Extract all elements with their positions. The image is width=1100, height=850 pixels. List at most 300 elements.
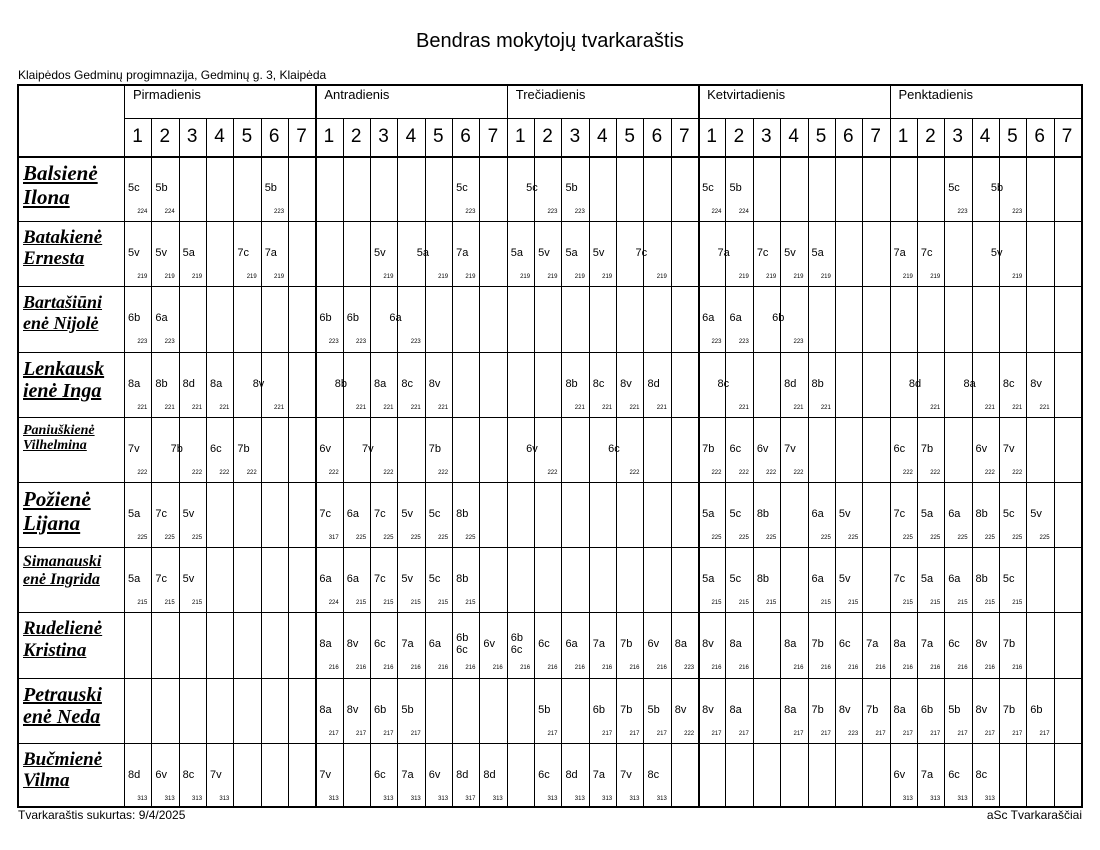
lesson-class[interactable]: 6b <box>346 312 359 325</box>
lesson-class[interactable]: 6c <box>729 442 742 455</box>
period-number: 7 <box>487 126 499 147</box>
lesson-class[interactable]: 6v <box>647 638 660 651</box>
lesson-class[interactable]: 5b <box>990 182 1004 194</box>
lesson-room: 216 <box>438 665 449 672</box>
lesson-class[interactable]: 8v <box>346 703 359 716</box>
lesson-room: 223 <box>684 665 695 672</box>
lesson-class[interactable]: 5v <box>182 508 195 520</box>
lesson-class[interactable]: 8c <box>401 377 414 390</box>
lesson-class[interactable]: 7a <box>401 768 414 781</box>
lesson-class[interactable]: 7a <box>893 247 906 260</box>
lesson-class[interactable]: 7b <box>1002 703 1016 716</box>
lesson-room: 225 <box>137 535 148 541</box>
lesson-class[interactable]: 7v <box>620 768 632 781</box>
lesson-class[interactable]: 8a <box>784 703 797 716</box>
brand-label: aSc Tvarkaraščiai <box>986 808 1082 822</box>
lesson-room: 215 <box>1012 600 1023 607</box>
lesson-class[interactable]: 8b <box>756 573 770 586</box>
lesson-class[interactable]: 8a <box>729 703 742 716</box>
lesson-room: 225 <box>438 535 449 541</box>
lesson-class[interactable]: 5b <box>948 703 961 716</box>
lesson-room: 225 <box>820 535 831 541</box>
schedule-table <box>17 84 1083 808</box>
lesson-class[interactable]: 6a <box>811 573 824 586</box>
lesson-class[interactable]: 5v <box>784 247 796 260</box>
period-number: 6 <box>1034 126 1045 147</box>
lesson-class[interactable]: 8v <box>1030 377 1042 390</box>
lesson-class[interactable]: 6c <box>538 638 550 651</box>
lesson-class[interactable]: 6c <box>948 768 960 781</box>
period-number: 4 <box>979 126 991 147</box>
lesson-class[interactable]: 8a <box>374 377 387 390</box>
lesson-class[interactable]: 8d <box>128 768 141 781</box>
lesson-class[interactable]: 6a <box>319 573 332 586</box>
lesson-room: 221 <box>738 404 749 411</box>
lesson-class[interactable]: 6b <box>128 312 141 325</box>
lesson-class[interactable]: 5b <box>401 703 414 716</box>
lesson-class[interactable]: 8a <box>319 638 332 651</box>
lesson-room: 216 <box>957 665 968 672</box>
lesson-room: 221 <box>383 404 394 411</box>
lesson-class[interactable]: 7a <box>866 638 879 651</box>
lesson-class[interactable]: 8c <box>592 377 605 390</box>
lesson-class[interactable]: 8b <box>456 508 469 520</box>
lesson-class-second[interactable]: 6c <box>510 644 523 657</box>
lesson-room: 217 <box>793 730 804 737</box>
lesson-class[interactable]: 8d <box>647 377 660 390</box>
day-label: Pirmadienis <box>133 87 201 102</box>
lesson-room: 225 <box>192 535 203 541</box>
lesson-class[interactable]: 8b <box>975 508 988 520</box>
lesson-class[interactable]: 7c <box>756 247 769 260</box>
created-date: Tvarkaraštis sukurtas: 9/4/2025 <box>18 808 186 822</box>
lesson-room: 215 <box>711 600 722 607</box>
lesson-class[interactable]: 8v <box>975 638 988 651</box>
lesson-class[interactable]: 8b <box>456 573 469 586</box>
lesson-room: 216 <box>602 665 613 672</box>
lesson-room: 215 <box>984 600 995 607</box>
lesson-class[interactable]: 7b <box>920 442 934 455</box>
row-divider <box>17 221 1083 222</box>
lesson-class[interactable]: 5b <box>729 182 742 194</box>
lesson-room: 222 <box>1012 469 1023 476</box>
lesson-class[interactable]: 7v <box>784 442 796 455</box>
lesson-class[interactable]: 8c <box>717 377 730 390</box>
lesson-class[interactable]: 6c <box>948 638 960 651</box>
lesson-class[interactable]: 5a <box>182 247 195 260</box>
lesson-class[interactable]: 5b <box>565 182 578 194</box>
lesson-class[interactable]: 6b <box>772 312 785 325</box>
lesson-room: 215 <box>192 600 203 607</box>
row-divider <box>17 417 1083 418</box>
row-divider <box>17 352 1083 353</box>
lesson-class[interactable]: 6a <box>948 573 961 586</box>
lesson-room: 317 <box>465 795 476 802</box>
lesson-class[interactable]: 8v <box>346 638 359 651</box>
lesson-class[interactable]: 6v <box>483 638 496 651</box>
period-number: 6 <box>460 126 471 147</box>
lesson-class[interactable]: 6a <box>811 508 824 520</box>
lesson-class[interactable]: 6a <box>428 638 441 651</box>
lesson-class[interactable]: 6a <box>155 312 168 325</box>
lesson-class[interactable]: 6b <box>1030 703 1043 716</box>
lesson-room: 219 <box>246 274 257 281</box>
lesson-class[interactable]: 8c <box>647 768 660 781</box>
lesson-room: 216 <box>492 665 503 672</box>
lesson-room: 219 <box>766 274 777 281</box>
lesson-class[interactable]: 6v <box>893 768 906 781</box>
lesson-class[interactable]: 7b <box>702 442 715 455</box>
day-label: Ketvirtadienis <box>707 87 786 102</box>
lesson-class[interactable]: 7a <box>264 247 277 260</box>
lesson-room: 222 <box>192 469 203 476</box>
lesson-room: 219 <box>820 274 831 281</box>
lesson-class[interactable]: 6c <box>893 442 906 455</box>
lesson-room: 217 <box>930 730 941 737</box>
period-number: 7 <box>296 126 307 147</box>
lesson-room: 221 <box>410 404 421 411</box>
lesson-class[interactable]: 6a <box>346 573 359 586</box>
lesson-class[interactable]: 5c <box>1002 508 1015 520</box>
lesson-room: 215 <box>930 600 941 607</box>
lesson-room: 222 <box>219 469 230 476</box>
lesson-class[interactable]: 5a <box>811 247 824 260</box>
lesson-class[interactable]: 7c <box>893 573 906 586</box>
period-number: 6 <box>843 126 854 147</box>
lesson-class[interactable]: 5v <box>401 508 414 520</box>
teacher-name-line: Vilma <box>23 770 70 792</box>
lesson-class[interactable]: 6b <box>319 312 332 325</box>
lesson-room: 219 <box>192 274 203 281</box>
lesson-class[interactable]: 8b <box>975 573 988 586</box>
lesson-room: 217 <box>629 730 640 737</box>
lesson-class[interactable]: 7c <box>893 508 906 520</box>
lesson-class[interactable]: 7c <box>920 247 933 260</box>
lesson-class[interactable]: 5c <box>428 508 441 520</box>
period-number: 3 <box>952 126 963 147</box>
lesson-room: 215 <box>356 600 367 607</box>
period-number: 1 <box>897 126 909 147</box>
lesson-class[interactable]: 5v <box>128 247 140 260</box>
lesson-room: 217 <box>328 730 339 737</box>
lesson-class[interactable]: 7b <box>1002 638 1016 651</box>
lesson-room: 216 <box>547 665 558 672</box>
lesson-class[interactable]: 5v <box>374 247 386 260</box>
lesson-room: 221 <box>1012 404 1023 411</box>
lesson-class[interactable]: 8a <box>128 377 141 390</box>
lesson-room: 215 <box>137 600 148 607</box>
lesson-room: 217 <box>656 730 667 737</box>
lesson-room: 219 <box>602 274 613 281</box>
lesson-room: 222 <box>328 469 339 476</box>
lesson-room: 223 <box>164 339 175 346</box>
lesson-class[interactable]: 7v <box>128 442 140 455</box>
teacher-name-line: Ilona <box>23 184 70 209</box>
lesson-class[interactable]: 5v <box>990 247 1003 260</box>
lesson-class[interactable]: 8d <box>784 377 797 390</box>
lesson-class[interactable]: 8v <box>838 703 851 716</box>
lesson-class[interactable]: 7v <box>1002 442 1015 455</box>
lesson-class[interactable]: 7b <box>866 703 879 716</box>
lesson-class[interactable]: 5a <box>416 247 429 260</box>
lesson-class[interactable]: 7b <box>237 442 250 455</box>
lesson-class[interactable]: 6a <box>565 638 578 651</box>
lesson-room: 217 <box>602 730 613 737</box>
lesson-room: 215 <box>766 600 777 607</box>
lesson-class[interactable]: 6a <box>389 312 402 325</box>
lesson-class[interactable]: 6c <box>608 442 620 455</box>
lesson-class[interactable]: 6c <box>838 638 851 651</box>
lesson-room: 219 <box>383 274 394 281</box>
period-number: 6 <box>651 126 663 147</box>
lesson-room: 216 <box>383 665 394 672</box>
lesson-class[interactable]: 5v <box>592 247 605 260</box>
lesson-room: 224 <box>711 209 722 215</box>
lesson-class[interactable]: 6a <box>346 508 359 520</box>
period-number: 5 <box>815 126 827 147</box>
lesson-class[interactable]: 6b <box>510 632 523 645</box>
lesson-class[interactable]: 8b <box>155 377 168 390</box>
lesson-class[interactable]: 5c <box>948 182 960 194</box>
lesson-class[interactable]: 5c <box>1002 573 1015 586</box>
lesson-room: 222 <box>711 469 722 476</box>
lesson-class[interactable]: 5b <box>264 182 277 194</box>
period-number: 3 <box>569 126 581 147</box>
lesson-class[interactable]: 5c <box>456 182 468 194</box>
lesson-class[interactable]: 6a <box>729 312 742 325</box>
lesson-class[interactable]: 8a <box>784 638 797 651</box>
lesson-room: 216 <box>629 665 640 672</box>
lesson-class[interactable]: 6c <box>538 768 550 781</box>
lesson-class[interactable]: 7c <box>237 247 249 260</box>
lesson-class[interactable]: 5v <box>538 247 550 260</box>
lesson-room: 223 <box>574 209 585 215</box>
lesson-class[interactable]: 5c <box>702 182 714 194</box>
lesson-room: 221 <box>1039 404 1050 411</box>
lesson-class[interactable]: 8d <box>908 377 922 390</box>
lesson-room: 225 <box>738 535 749 541</box>
lesson-class[interactable]: 7b <box>620 638 633 651</box>
period-number: 7 <box>679 126 690 147</box>
lesson-class[interactable]: 7a <box>920 638 934 651</box>
lesson-class[interactable]: 7a <box>456 247 469 260</box>
lesson-class[interactable]: 6c <box>374 768 386 781</box>
lesson-class[interactable]: 5b <box>647 703 660 716</box>
lesson-class[interactable]: 8v <box>620 377 632 390</box>
lesson-room: 225 <box>957 535 968 541</box>
lesson-class[interactable]: 7a <box>592 638 606 651</box>
period-number: 4 <box>788 126 799 147</box>
lesson-room: 222 <box>137 469 148 476</box>
day-label: Trečiadienis <box>515 87 586 102</box>
lesson-room: 222 <box>793 469 804 476</box>
lesson-class[interactable]: 7v <box>319 768 331 781</box>
lesson-room: 222 <box>766 469 777 476</box>
lesson-class[interactable]: 8v <box>252 377 265 390</box>
row-divider <box>17 482 1083 483</box>
lesson-class[interactable]: 7b <box>620 703 633 716</box>
lesson-class[interactable]: 5a <box>128 508 141 520</box>
period-number: 5 <box>432 126 444 147</box>
lesson-class[interactable]: 7a <box>717 247 730 260</box>
lesson-class[interactable]: 6c <box>374 638 386 651</box>
lesson-class[interactable]: 7b <box>811 703 824 716</box>
lesson-room: 219 <box>520 274 531 281</box>
lesson-class[interactable]: 6c <box>210 442 222 455</box>
lesson-class[interactable]: 5c <box>428 573 441 586</box>
lesson-class[interactable]: 5v <box>182 573 195 586</box>
lesson-class[interactable]: 7b <box>428 442 441 455</box>
lesson-room: 221 <box>192 404 203 411</box>
lesson-class[interactable]: 8v <box>702 638 714 651</box>
lesson-class[interactable]: 8d <box>456 768 469 781</box>
lesson-class[interactable]: 7c <box>374 508 386 520</box>
table-border-left <box>17 84 19 808</box>
lesson-room: 221 <box>438 404 449 411</box>
lesson-class[interactable]: 6v <box>526 442 538 455</box>
lesson-class[interactable]: 6b <box>592 703 606 716</box>
teacher-name-line: Kristina <box>23 639 87 661</box>
lesson-class[interactable]: 8v <box>975 703 988 716</box>
lesson-class[interactable]: 5a <box>702 508 715 520</box>
lesson-class[interactable]: 6b <box>374 703 387 716</box>
lesson-room: 219 <box>738 274 749 281</box>
day-label: Penktadienis <box>898 87 973 102</box>
lesson-room: 224 <box>137 209 148 215</box>
lesson-class[interactable]: 5b <box>155 182 168 194</box>
period-number: 4 <box>214 126 225 147</box>
teacher-name <box>23 358 124 403</box>
lesson-class[interactable]: 5c <box>729 573 742 586</box>
teacher-name-line: Bartašiūni <box>23 292 103 313</box>
lesson-class[interactable]: 8a <box>210 377 223 390</box>
lesson-room: 216 <box>328 665 339 672</box>
lesson-room: 225 <box>1012 535 1023 541</box>
lesson-class[interactable]: 7c <box>319 508 331 520</box>
lesson-class[interactable]: 8v <box>428 377 441 390</box>
lesson-class[interactable]: 5v <box>155 247 167 260</box>
lesson-class[interactable]: 8b <box>565 377 578 390</box>
lesson-class[interactable]: 8a <box>963 377 976 390</box>
lesson-class[interactable]: 6v <box>975 442 988 455</box>
lesson-room: 219 <box>574 274 585 281</box>
teacher-name-line: Lijana <box>23 510 81 535</box>
lesson-class[interactable]: 7b <box>811 638 824 651</box>
lesson-class[interactable]: 5v <box>838 573 851 586</box>
lesson-class[interactable]: 8b <box>811 377 824 390</box>
lesson-room: 225 <box>984 535 995 541</box>
lesson-class[interactable]: 7c <box>635 247 648 260</box>
lesson-class[interactable]: 5v <box>838 508 851 520</box>
lesson-room: 222 <box>684 730 695 737</box>
lesson-class[interactable]: 8c <box>1002 377 1015 390</box>
lesson-room: 219 <box>137 274 148 281</box>
lesson-class[interactable]: 5a <box>565 247 578 260</box>
lesson-room: 225 <box>902 535 913 541</box>
lesson-room: 313 <box>492 795 503 802</box>
lesson-class[interactable]: 6a <box>702 312 715 325</box>
lesson-room: 313 <box>656 795 667 802</box>
lesson-class[interactable]: 6b <box>456 632 469 645</box>
lesson-class[interactable]: 8c <box>182 768 195 781</box>
row-divider <box>17 743 1083 744</box>
lesson-class[interactable]: 6b <box>920 703 934 716</box>
lesson-class[interactable]: 7c <box>155 573 167 586</box>
lesson-class[interactable]: 8d <box>182 377 195 390</box>
lesson-class[interactable]: 6v <box>756 442 769 455</box>
lesson-class[interactable]: 5a <box>920 573 934 586</box>
lesson-class[interactable]: 6a <box>948 508 961 520</box>
lesson-class-second[interactable]: 6c <box>456 644 468 657</box>
lesson-class[interactable]: 7c <box>374 573 386 586</box>
lesson-class[interactable]: 8a <box>729 638 742 651</box>
lesson-class[interactable]: 8b <box>334 377 347 390</box>
teacher-name <box>23 292 124 332</box>
lesson-class[interactable]: 7a <box>920 768 934 781</box>
lesson-class[interactable]: 8b <box>756 508 770 520</box>
lesson-class[interactable]: 8d <box>565 768 578 781</box>
lesson-room: 221 <box>820 404 831 411</box>
lesson-class[interactable]: 5v <box>401 573 414 586</box>
lesson-class[interactable]: 7a <box>401 638 414 651</box>
teacher-name-line: Lenkausk <box>23 357 105 380</box>
lesson-room: 223 <box>1012 209 1023 215</box>
lesson-class[interactable]: 5a <box>510 247 523 260</box>
lesson-class[interactable]: 5b <box>538 703 551 716</box>
lesson-room: 217 <box>902 730 913 737</box>
lesson-room: 221 <box>602 404 613 411</box>
lesson-class[interactable]: 8c <box>975 768 988 781</box>
lesson-class[interactable]: 5c <box>128 182 140 194</box>
lesson-room: 224 <box>738 209 749 215</box>
day-label: Antradienis <box>324 87 390 102</box>
lesson-class[interactable]: 5a <box>128 573 141 586</box>
lesson-room: 221 <box>274 404 285 411</box>
lesson-room: 219 <box>1012 274 1023 281</box>
lesson-room: 215 <box>438 600 449 607</box>
period-number: 1 <box>706 126 717 147</box>
lesson-class[interactable]: 6v <box>319 442 331 455</box>
lesson-class[interactable]: 8v <box>702 703 714 716</box>
lesson-class[interactable]: 8v <box>674 703 687 716</box>
lesson-class[interactable]: 7a <box>592 768 606 781</box>
period-number: 2 <box>925 126 936 147</box>
lesson-class[interactable]: 8d <box>483 768 496 781</box>
lesson-class[interactable]: 5c <box>526 182 538 194</box>
lesson-class[interactable]: 8a <box>893 638 906 651</box>
lesson-class[interactable]: 8a <box>893 703 906 716</box>
lesson-room: 223 <box>848 730 859 737</box>
lesson-class[interactable]: 6v <box>428 768 441 781</box>
lesson-class[interactable]: 7v <box>362 442 374 455</box>
lesson-room: 216 <box>984 665 995 672</box>
lesson-room: 222 <box>438 469 449 476</box>
lesson-class[interactable]: 8a <box>674 638 688 651</box>
lesson-class[interactable]: 5a <box>920 508 934 520</box>
row-divider <box>17 678 1083 679</box>
lesson-class[interactable]: 7c <box>155 508 167 520</box>
lesson-room: 216 <box>902 665 913 672</box>
lesson-class[interactable]: 5a <box>702 573 715 586</box>
lesson-class[interactable]: 6v <box>155 768 167 781</box>
lesson-class[interactable]: 5v <box>1030 508 1042 520</box>
lesson-class[interactable]: 5c <box>729 508 742 520</box>
teacher-name <box>23 227 124 270</box>
lesson-class[interactable]: 8a <box>319 703 332 716</box>
lesson-class[interactable]: 7v <box>210 768 222 781</box>
lesson-class[interactable]: 7b <box>170 442 183 455</box>
period-number: 2 <box>733 126 745 147</box>
